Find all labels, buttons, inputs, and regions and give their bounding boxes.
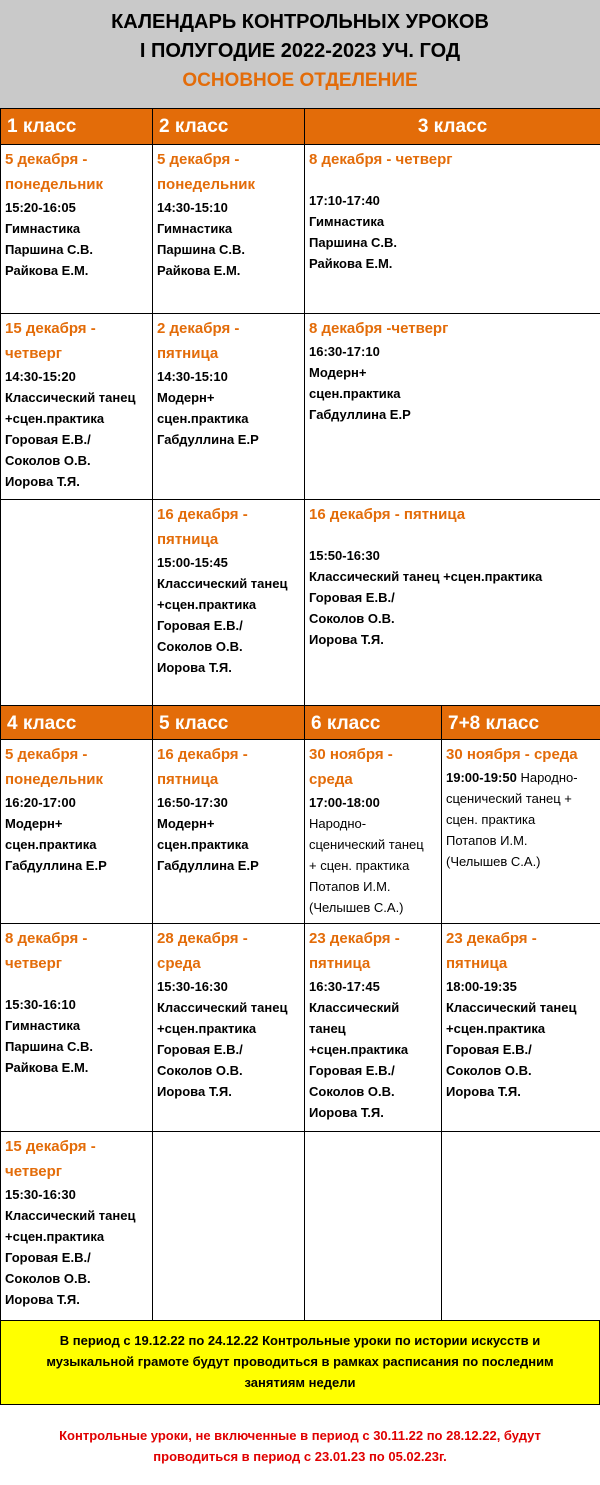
teacher-line: Соколов О.В. [5,1271,91,1286]
class-header-2: 2 класс [153,109,305,145]
time-line: 15:30-16:30 [157,979,228,994]
time-line: 15:30-16:10 [5,997,76,1012]
schedule-cell-empty [1,500,153,706]
teacher-line: Иорова Т.Я. [446,1084,521,1099]
teacher-line: Райкова Е.М. [309,256,393,271]
teacher-line: Габдуллина Е.Р [5,858,107,873]
teacher-line: Соколов О.В. [157,1063,243,1078]
class-header-row [1,109,600,145]
schedule-cell [1,314,153,500]
teacher-line: Иорова Т.Я. [5,474,80,489]
weekday-line: понедельник [157,176,256,193]
time-line: 14:30-15:10 [157,369,228,384]
schedule-cell [305,145,600,314]
time-value: 19:00-19:50 [446,770,517,785]
schedule-cell [442,924,600,1132]
date-line: 30 ноября - среда [446,746,578,763]
notice-line: В период с 19.12.22 по 24.12.22 Контрольные уроки по истории искусств и [59,1333,541,1348]
weekday-line: понедельник [5,176,104,193]
weekday-line: четверг [5,1163,62,1180]
time-line: 16:20-17:00 [5,795,76,810]
schedule-cell [1,924,153,1132]
teacher-line: Иорова Т.Я. [157,1084,232,1099]
subject-line: Гимнастика [309,214,385,229]
date-line: 5 декабря - [5,151,88,168]
history-notice [0,1320,600,1405]
title-line-2: I ПОЛУГОДИЕ 2022-2023 УЧ. ГОД [139,40,461,62]
time-line: 17:10-17:40 [309,193,380,208]
schedule-table-classes-4-8 [0,705,600,1321]
schedule-cell [305,314,600,500]
teacher-line: Иорова Т.Я. [157,660,232,675]
schedule-cell [305,924,442,1132]
date-line: 30 ноября - [309,746,393,763]
schedule-cell [1,145,153,314]
date-line: 15 декабря - [5,320,96,337]
teacher-line: Соколов О.В. [157,639,243,654]
teacher-line: Габдуллина Е.Р [309,407,411,422]
subject-line: сцен.практика [157,837,249,852]
schedule-cell [153,314,305,500]
teacher-line: Горовая Е.В./ [309,590,395,605]
schedule-row [1,924,600,1132]
schedule-row [1,740,600,924]
class-header-7-8: 7+8 класс [442,706,600,740]
subject-line: Классический танец [5,1208,136,1223]
teacher-line: Иорова Т.Я. [309,632,384,647]
subject-line: Классический танец [157,1000,288,1015]
subject-line: сцен.практика [5,837,97,852]
subject-line: + сцен. практика [309,858,410,873]
weekday-line: пятница [446,955,508,972]
weekday-line: понедельник [5,771,104,788]
subject-line: +сцен.практика [309,1042,409,1057]
schedule-cell [305,740,442,924]
teacher-line: Райкова Е.М. [5,1060,89,1075]
subject-line: сцен.практика [157,411,249,426]
subject-line: +сцен.практика [157,597,257,612]
weekday-line: пятница [157,771,219,788]
schedule-cell-empty [305,1132,442,1321]
subject-line: Классический [309,1000,400,1015]
teacher-line: Паршина С.В. [5,1039,94,1054]
teacher-line: Иорова Т.Я. [309,1105,384,1120]
subject-line: Классический танец [5,390,136,405]
time-line: 16:30-17:10 [309,344,380,359]
weekday-line: среда [157,955,201,972]
notice-line: занятиям недели [244,1375,356,1390]
subject-line: Гимнастика [157,221,233,236]
teacher-line: Горовая Е.В./ [5,1250,91,1265]
date-line: 8 декабря -четверг [309,320,449,337]
title-line-1: КАЛЕНДАРЬ КОНТРОЛЬНЫХ УРОКОВ [111,11,489,33]
notice-line: музыкальной грамоте будут проводиться в рамках расписания по последним [46,1354,554,1369]
weekday-line: четверг [5,955,62,972]
date-line: 28 декабря - [157,930,248,947]
time-line: 15:50-16:30 [309,548,380,563]
class-header-4: 4 класс [1,706,153,740]
teacher-line: Паршина С.В. [157,242,246,257]
weekday-line: среда [309,771,353,788]
class-header-5: 5 класс [153,706,305,740]
subject-line: Модерн+ [5,816,63,831]
subject-line: Классический танец +сцен.практика [309,569,543,584]
subject-line: Модерн+ [157,816,215,831]
schedule-cell [1,1132,153,1321]
schedule-cell [442,740,600,924]
class-header-6: 6 класс [305,706,442,740]
teacher-line: (Челышев С.А.) [309,900,404,915]
teacher-line: Соколов О.В. [446,1063,532,1078]
subject-line: Модерн+ [157,390,215,405]
teacher-line: Райкова Е.М. [5,263,89,278]
time-line: 16:30-17:45 [309,979,380,994]
teacher-line: Иорова Т.Я. [5,1292,80,1307]
time-line: 18:00-19:35 [446,979,517,994]
footnote-line: проводиться в период с 23.01.23 по 05.02.23г. [153,1449,447,1464]
teacher-line: (Челышев С.А.) [446,854,541,869]
date-line: 2 декабря - [157,320,240,337]
footnote-line: Контрольные уроки, не включенные в период с 30.11.22 по 28.12.22, будут [59,1428,541,1443]
weekday-line: пятница [157,531,219,548]
subject-line: сценический танец [309,837,424,852]
teacher-line: Соколов О.В. [309,611,395,626]
teacher-line: Соколов О.В. [309,1084,395,1099]
schedule-row [1,314,600,500]
schedule-cell [153,145,305,314]
department-subtitle: ОСНОВНОЕ ОТДЕЛЕНИЕ [182,70,418,91]
teacher-line: Горовая Е.В./ [446,1042,532,1057]
time-line: 15:20-16:05 [5,200,76,215]
date-line: 23 декабря - [309,930,400,947]
date-line: 5 декабря - [5,746,88,763]
time-line [446,767,597,788]
weekday-line: пятница [157,345,219,362]
page-header [0,0,600,108]
time-line: 15:00-15:45 [157,555,228,570]
subject-line: +сцен.практика [5,411,105,426]
teacher-line: Паршина С.В. [309,235,398,250]
time-line: 14:30-15:20 [5,369,76,384]
schedule-cell [153,740,305,924]
subject-line: +сцен.практика [446,1021,546,1036]
subject-line: Классический танец [157,576,288,591]
schedule-table-classes-1-3 [0,108,600,706]
teacher-line: Потапов И.М. [446,833,528,848]
schedule-cell [1,740,153,924]
time-line: 15:30-16:30 [5,1187,76,1202]
schedule-cell [153,924,305,1132]
weekday-line: четверг [5,345,62,362]
teacher-line: Потапов И.М. [309,879,391,894]
time-line: 17:00-18:00 [309,795,380,810]
teacher-line: Соколов О.В. [5,453,91,468]
class-header-row [1,706,600,740]
subject-line: сценический танец + [446,791,572,806]
rescheduling-footnote [0,1405,600,1485]
teacher-line: Райкова Е.М. [157,263,241,278]
schedule-cell-empty [153,1132,305,1321]
class-header-1: 1 класс [1,109,153,145]
subject-line: сцен. практика [446,812,536,827]
teacher-line: Горовая Е.В./ [309,1063,395,1078]
teacher-line: Габдуллина Е.Р [157,432,259,447]
schedule-row [1,145,600,314]
schedule-cell [153,500,305,706]
subject-line: сцен.практика [309,386,401,401]
date-line: 15 декабря - [5,1138,96,1155]
subject-line: Гимнастика [5,1018,81,1033]
subject-line: Классический танец [446,1000,577,1015]
date-line: 23 декабря - [446,930,537,947]
date-line: 5 декабря - [157,151,240,168]
subject-start: Народно- [520,770,578,785]
date-line: 16 декабря - [157,746,248,763]
date-line: 8 декабря - четверг [309,151,453,168]
schedule-cell-empty [442,1132,600,1321]
subject-line: +сцен.практика [157,1021,257,1036]
teacher-line: Габдуллина Е.Р [157,858,259,873]
schedule-row [1,1132,600,1321]
subject-line: Модерн+ [309,365,367,380]
time-line: 16:50-17:30 [157,795,228,810]
schedule-row [1,500,600,706]
time-line: 14:30-15:10 [157,200,228,215]
teacher-line: Горовая Е.В./ [157,1042,243,1057]
class-header-3: 3 класс [305,109,600,145]
subject-line: Народно- [309,816,367,831]
subject-line: Гимнастика [5,221,81,236]
teacher-line: Горовая Е.В./ [5,432,91,447]
weekday-line: пятница [309,955,371,972]
date-line: 16 декабря - пятница [309,506,466,523]
subject-line: танец [309,1021,346,1036]
teacher-line: Паршина С.В. [5,242,94,257]
subject-line: +сцен.практика [5,1229,105,1244]
date-line: 8 декабря - [5,930,88,947]
teacher-line: Горовая Е.В./ [157,618,243,633]
date-line: 16 декабря - [157,506,248,523]
schedule-cell [305,500,600,706]
